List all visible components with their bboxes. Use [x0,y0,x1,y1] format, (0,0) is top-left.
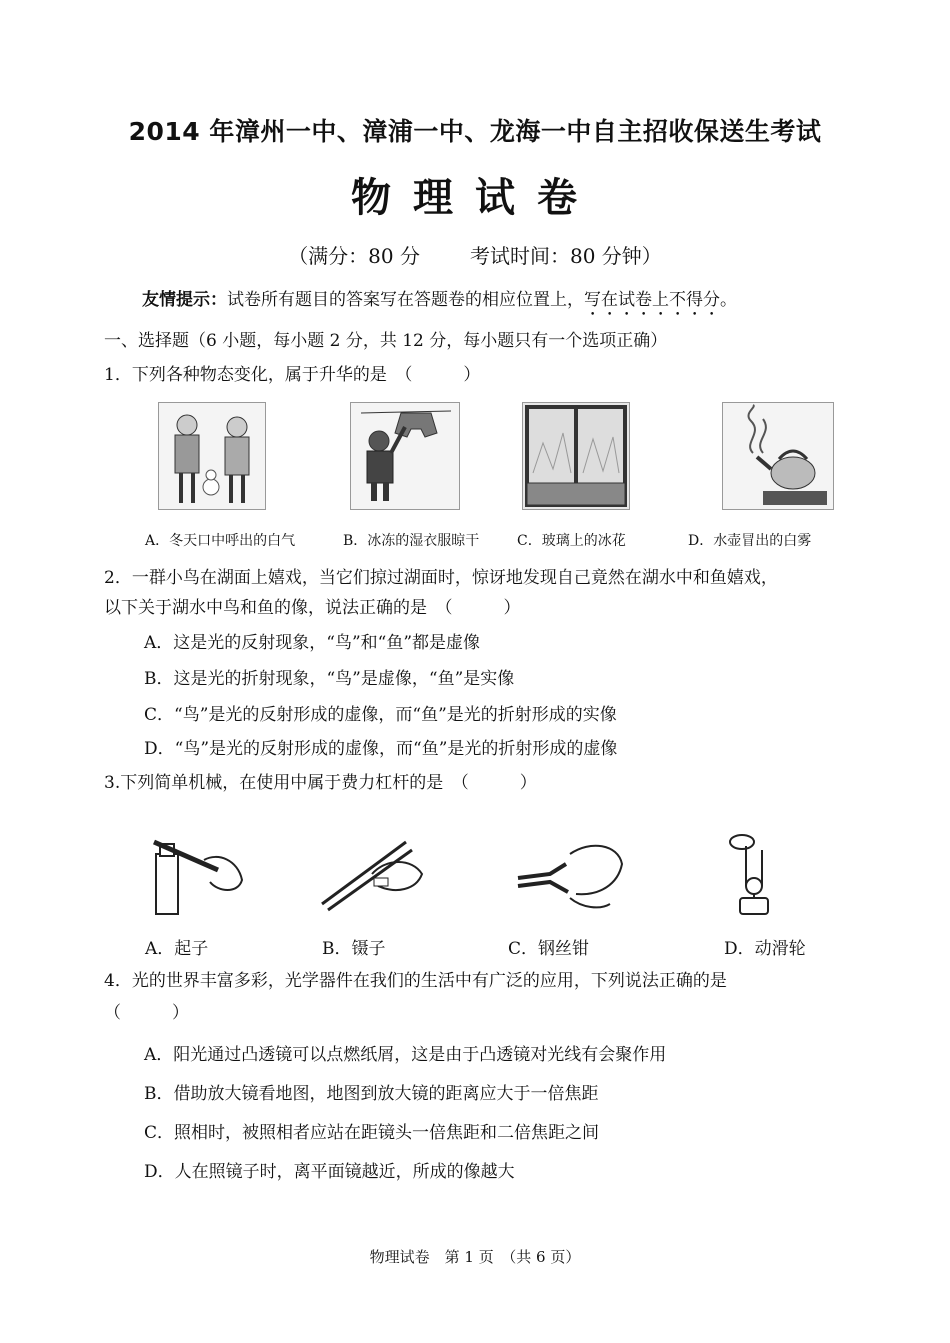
q1-option-a: A．冬天口中呼出的白气 [145,533,296,549]
tweezers-icon [316,834,426,914]
q3-option-c: C．钢丝钳 [508,939,590,959]
movable-pulley-icon [722,832,778,918]
q3-stem: 3.下列简单机械，在使用中属于费力杠杆的是 （ ） [104,773,537,793]
q4-stem-line2: （ ） [104,1003,189,1023]
friendly-tip: 友情提示：试卷所有题目的答案写在答题卷的相应位置上，写在试卷上不得分。 [142,290,737,310]
frosted-window-icon [522,402,630,510]
q1-stem: 1．下列各种物态变化，属于升华的是 （ ） [104,365,481,385]
exam-title: 2014 年漳州一中、漳浦一中、龙海一中自主招收保送生考试 [128,117,822,146]
q2-option-c: C．“鸟”是光的反射形成的虚像，而“鱼”是光的折射形成的实像 [144,705,617,725]
q2-stem-line1: 2．一群小鸟在湖面上嬉戏，当它们掠过湖面时，惊讶地发现自己竟然在湖水中和鱼嬉戏， [104,568,778,588]
q2-stem-line2: 以下关于湖水中鸟和鱼的像，说法正确的是 （ ） [104,598,521,618]
q1-option-c: C．玻璃上的冰花 [517,533,626,549]
q4-stem-line1: 4．光的世界丰富多彩，光学器件在我们的生活中有广泛的应用，下列说法正确的是 [104,971,727,991]
exam-time: 考试时间：80 分钟） [470,244,662,268]
q3-option-b: B．镊子 [322,939,386,959]
q2-option-a: A．这是光的反射现象，“鸟”和“鱼”都是虚像 [144,633,481,653]
q4-option-d: D．人在照镜子时，离平面镜越近，所成的像越大 [144,1162,515,1182]
tip-text: 试卷所有题目的答案写在答题卷的相应位置上， [227,290,584,310]
people-winter-icon [158,402,266,510]
q1-option-d: D．水壶冒出的白雾 [688,533,812,549]
q2-option-d: D．“鸟”是光的反射形成的虚像，而“鱼”是光的折射形成的虚像 [144,739,618,759]
score-time-line [0,240,950,269]
q4-option-b: B．借助放大镜看地图，地图到放大镜的距离应大于一倍焦距 [144,1084,599,1104]
child-hanging-clothes-icon [350,402,460,510]
q3-option-a: A．起子 [145,939,209,959]
pliers-icon [510,834,626,914]
section-heading: 一、选择题（6 小题，每小题 2 分，共 12 分，每小题只有一个选项正确） [104,331,668,351]
tip-label: 友情提示： [142,290,227,310]
bottle-opener-icon [148,830,248,916]
q1-option-b: B．冰冻的湿衣服晾干 [343,533,480,549]
subject-title: 物理试卷 [351,175,599,221]
q4-option-a: A．阳光通过凸透镜可以点燃纸屑，这是由于凸透镜对光线有会聚作用 [144,1045,667,1065]
q4-option-c: C．照相时，被照相者应站在距镜头一倍焦距和二倍焦距之间 [144,1123,600,1143]
full-score: （满分：80 分 [288,244,420,268]
q2-option-b: B．这是光的折射现象，“鸟”是虚像，“鱼”是实像 [144,669,515,689]
page-footer: 物理试卷 第 1 页 （共 6 页） [369,1248,581,1266]
steaming-kettle-icon [722,402,834,510]
tip-emphasis: 写在试卷上不得分 [584,290,720,310]
q3-option-d: D．动滑轮 [724,939,806,959]
